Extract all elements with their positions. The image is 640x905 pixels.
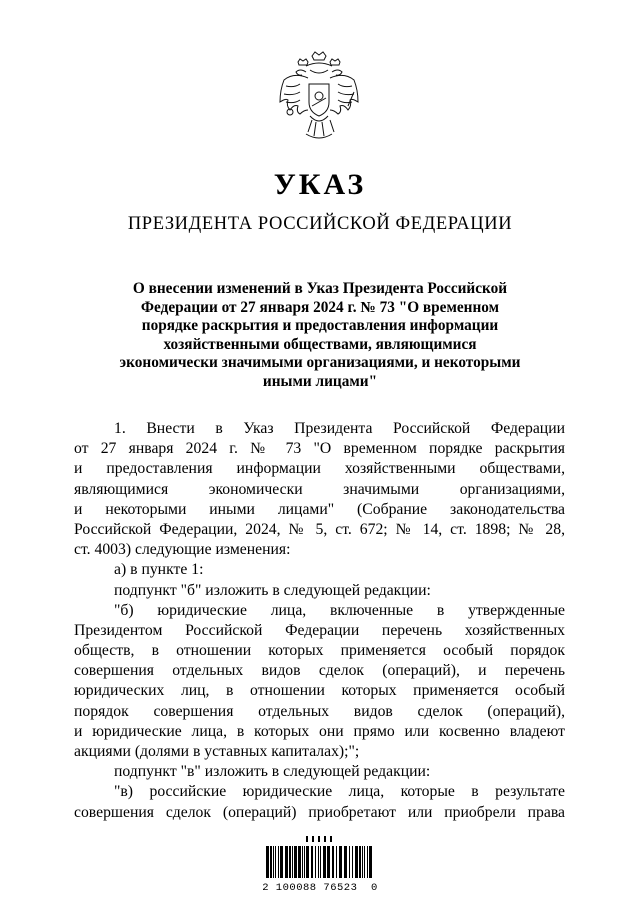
body-line: акциями (долями в уставных капиталах);";: [74, 743, 360, 760]
barcode-bar: [306, 846, 309, 878]
barcode-bar: [302, 846, 303, 878]
barcode-tick: [324, 836, 326, 842]
barcode-bar: [294, 846, 297, 878]
body-line: обществ, в отношении которых применяется особый порядок: [74, 642, 565, 660]
barcode-bar: [323, 846, 326, 878]
subject-line: О внесении изменений в Указ Президента Российской: [132, 280, 508, 297]
barcode-bar: [285, 846, 288, 878]
barcode-bar: [320, 846, 321, 878]
document-barcode: [256, 836, 384, 896]
body-line: Президентом Российской Федерации перечень хозяйственных: [74, 621, 565, 639]
barcode-tick: [318, 836, 320, 842]
barcode-bar: [336, 846, 337, 878]
barcode-bar: [270, 846, 272, 878]
barcode-bar: [362, 846, 363, 878]
body-line: подпункт "б" изложить в следующей редакции:: [114, 581, 431, 599]
document-type-heading: УКАЗ: [273, 168, 367, 201]
state-emblem-icon: [276, 50, 362, 146]
barcode-bar: [315, 846, 316, 878]
barcode-bar: [367, 846, 368, 878]
barcode-bars: [256, 836, 384, 880]
barcode-bar: [332, 846, 334, 878]
barcode-bar: [311, 846, 313, 878]
barcode-bar: [359, 846, 361, 878]
body-line: 1. Внести в Указ Президента Российской Федерации: [114, 420, 565, 437]
subject-line: порядке раскрытия и предоставления информации: [141, 317, 499, 335]
body-line: являющимися экономически значимыми организациями,: [74, 480, 565, 498]
barcode-bar: [349, 846, 350, 878]
barcode-tick: [312, 836, 314, 842]
subject-line: иными лицами": [262, 372, 378, 390]
body-line: и юридические лица, в которых они прямо или косвенно владеют: [74, 722, 565, 740]
body-line: "в) российские юридические лица, которые в результате: [114, 783, 565, 801]
body-line: юридических лиц, в отношении которых применяется особый: [74, 682, 565, 700]
barcode-bar: [280, 846, 283, 878]
barcode-bar: [298, 846, 301, 878]
barcode-tick: [330, 836, 332, 842]
barcode-bar: [339, 846, 342, 878]
decree-body: [74, 419, 565, 823]
body-line: порядок совершения отдельных видов сделок (операций),: [74, 702, 565, 720]
body-line: от 27 января 2024 г. № 73 "О временном порядке раскрытия: [74, 440, 565, 458]
body-line: и предоставления информации хозяйственными обществами,: [74, 460, 565, 478]
barcode-bar: [275, 846, 276, 878]
barcode-bar: [344, 846, 347, 878]
barcode-bar: [266, 846, 269, 878]
subject-line: Федерации от 27 января 2024 г. № 73 "О временном: [140, 298, 500, 316]
barcode-bar: [369, 846, 372, 878]
barcode-bar: [364, 846, 365, 878]
barcode-bar: [289, 846, 291, 878]
subject-line: хозяйственными обществами, являющимися: [163, 335, 477, 353]
body-line: ст. 4003) следующие изменения:: [74, 541, 291, 559]
barcode-bar: [355, 846, 358, 878]
barcode-bar: [273, 846, 274, 878]
barcode-bar: [327, 846, 330, 878]
barcode-number: 2 100088 76523 0: [262, 882, 378, 894]
body-line: "б) юридические лица, включенные в утвержденные: [114, 601, 565, 619]
barcode-bar: [278, 846, 279, 878]
body-line: и некоторыми иными лицами" (Собрание законодательства: [74, 500, 565, 518]
body-line: совершения отдельных видов сделок (операций), и перечень: [74, 662, 565, 680]
issuer-heading: ПРЕЗИДЕНТА РОССИЙСКОЙ ФЕДЕРАЦИИ: [127, 214, 513, 234]
barcode-bar: [318, 846, 319, 878]
body-line: подпункт "в" изложить в следующей редакции:: [114, 763, 431, 781]
barcode-tick: [306, 836, 308, 842]
decree-subject: [96, 280, 544, 392]
subject-line: экономически значимыми организациями, и некоторыми: [119, 354, 521, 372]
barcode-bar: [304, 846, 305, 878]
body-line: совершения сделок (операций) приобретают или приобрели права: [74, 803, 565, 821]
barcode-bar: [292, 846, 293, 878]
body-line: Российской Федерации, 2024, № 5, ст. 672; № 14, ст. 1898; № 28,: [74, 520, 565, 538]
body-line: а) в пункте 1:: [114, 561, 204, 579]
barcode-bar: [352, 846, 353, 878]
